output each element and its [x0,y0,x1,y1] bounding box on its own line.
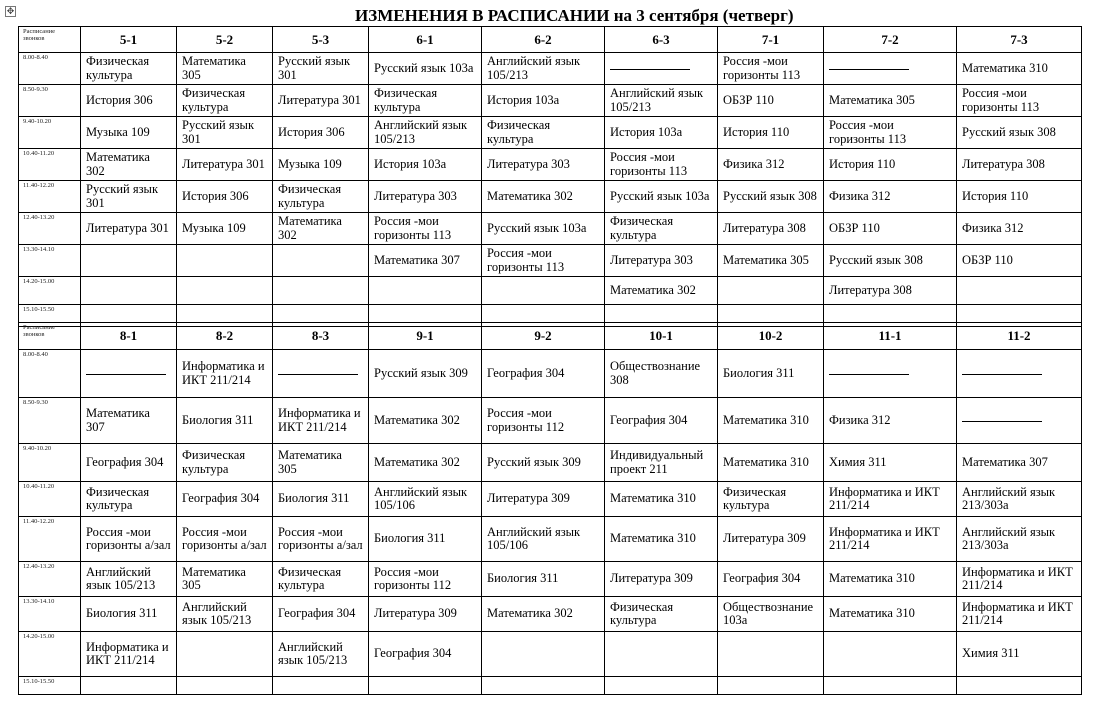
lesson-cell: История 110 [824,149,957,181]
lesson-cell: География 304 [605,398,718,444]
lesson-cell: ОБЗР 110 [824,213,957,245]
lesson-cell: Английский язык 105/213 [273,632,369,677]
class-header: 8-3 [273,323,369,350]
table-row [19,117,1082,149]
lesson-cell: География 304 [177,482,273,517]
lesson-cell [81,677,177,695]
lesson-time: 12.40-13.20 [19,213,81,245]
table-row [19,517,1082,562]
lesson-cell [273,245,369,277]
table-row [19,245,1082,277]
lesson-cell: Информатика и ИКТ 211/214 [824,517,957,562]
table-row [19,277,1082,305]
lesson-cell [369,677,482,695]
lesson-cell [824,632,957,677]
lesson-cell [957,277,1082,305]
lesson-cell: Английский язык 105/213 [369,117,482,149]
lesson-cell: Математика 310 [605,517,718,562]
lesson-cell: Русский язык 308 [824,245,957,277]
lesson-cell: Музыка 109 [81,117,177,149]
lesson-cell [824,677,957,695]
lesson-time: 9.40-10.20 [19,444,81,482]
lesson-cell: Литература 301 [177,149,273,181]
class-header: 5-2 [177,27,273,53]
lesson-cell: Физика 312 [718,149,824,181]
table-move-handle-icon[interactable]: ✥ [6,7,15,17]
lesson-cell [482,277,605,305]
lesson-cell: История 306 [81,85,177,117]
lesson-cell: Физическая культура [273,181,369,213]
lesson-cell: Информатика и ИКТ 211/214 [177,350,273,398]
table-row [19,149,1082,181]
lesson-cell: География 304 [273,597,369,632]
lesson-cell: Россия -мои горизонты 112 [482,398,605,444]
class-header: 8-1 [81,323,177,350]
lesson-cell: Английский язык 105/213 [81,562,177,597]
lesson-cell: История 110 [957,181,1082,213]
lesson-cell: География 304 [369,632,482,677]
lesson-cell: История 306 [273,117,369,149]
lesson-time: 10.40-11.20 [19,482,81,517]
lesson-cell: Математика 305 [177,562,273,597]
lesson-cell: Литература 301 [81,213,177,245]
lesson-cell [81,245,177,277]
lesson-cell: Физика 312 [824,181,957,213]
lesson-cell: География 304 [482,350,605,398]
lesson-cell: Английский язык 105/213 [482,53,605,85]
lesson-cell: Биология 311 [369,517,482,562]
lesson-cell: Математика 305 [718,245,824,277]
lesson-cell: Математика 310 [824,562,957,597]
lesson-cell: Физическая культура [605,213,718,245]
lesson-cell: Музыка 109 [177,213,273,245]
lesson-cell: Английский язык 213/303а [957,482,1082,517]
schedule-table-upper [18,26,1082,327]
class-header: 11-2 [957,323,1082,350]
lesson-cell: Литература 301 [273,85,369,117]
lesson-cell: ОБЗР 110 [718,85,824,117]
lesson-cell: Математика 302 [273,213,369,245]
class-header: 6-3 [605,27,718,53]
lesson-cell: Математика 307 [81,398,177,444]
lesson-cell: Русский язык 103а [369,53,482,85]
lesson-cell: Литература 303 [605,245,718,277]
cancelled-lesson-line [273,350,369,398]
lesson-cell [81,277,177,305]
lesson-cell [177,245,273,277]
lesson-cell: Физическая культура [273,562,369,597]
lesson-cell: Математика 307 [369,245,482,277]
lesson-cell: Русский язык 301 [273,53,369,85]
lesson-cell: История 306 [177,181,273,213]
lesson-cell: Математика 302 [482,181,605,213]
lesson-cell: География 304 [81,444,177,482]
lesson-time: 11.40-12.20 [19,181,81,213]
lesson-cell: Литература 309 [718,517,824,562]
lesson-time: 10.40-11.20 [19,149,81,181]
lesson-cell: Биология 311 [718,350,824,398]
lesson-cell [718,677,824,695]
table-row [19,350,1082,398]
bell-schedule-header: Расписание звонков [19,323,81,350]
lesson-time: 8.00-8.40 [19,53,81,85]
lesson-time: 13.30-14.10 [19,245,81,277]
lesson-cell: Литература 309 [482,482,605,517]
table-row [19,85,1082,117]
lesson-cell: История 110 [718,117,824,149]
lesson-cell: Информатика и ИКТ 211/214 [273,398,369,444]
lesson-cell: Математика 305 [824,85,957,117]
lesson-cell [273,277,369,305]
class-header: 5-1 [81,27,177,53]
lesson-cell: Математика 302 [605,277,718,305]
lesson-cell: Математика 305 [273,444,369,482]
lesson-time: 8.50-9.30 [19,398,81,444]
lesson-cell: Физическая культура [177,85,273,117]
lesson-cell: Информатика и ИКТ 211/214 [957,562,1082,597]
cancelled-lesson-line [957,350,1082,398]
lesson-cell: Россия -мои горизонты 113 [369,213,482,245]
lesson-cell [177,677,273,695]
lesson-cell: Математика 310 [824,597,957,632]
lesson-cell: Английский язык 105/213 [177,597,273,632]
lesson-cell: Литература 308 [957,149,1082,181]
class-header: 6-1 [369,27,482,53]
lesson-cell [369,277,482,305]
class-header: 5-3 [273,27,369,53]
lesson-cell: История 103а [605,117,718,149]
lesson-cell: Математика 310 [605,482,718,517]
lesson-cell: Россия -мои горизонты 113 [824,117,957,149]
class-header: 11-1 [824,323,957,350]
lesson-cell: Физическая культура [81,53,177,85]
lesson-cell: Русский язык 103а [482,213,605,245]
lesson-cell: Россия -мои горизонты 113 [718,53,824,85]
lesson-cell: Биология 311 [482,562,605,597]
lesson-cell: Россия -мои горизонты 112 [369,562,482,597]
lesson-cell [605,632,718,677]
lesson-cell: Русский язык 309 [482,444,605,482]
lesson-cell: История 103а [369,149,482,181]
lesson-cell: Русский язык 308 [957,117,1082,149]
schedule-table-lower [18,322,1082,695]
lesson-time: 15.10-15.50 [19,677,81,695]
table-row [19,677,1082,695]
lesson-cell: Литература 308 [718,213,824,245]
lesson-time: 13.30-14.10 [19,597,81,632]
lesson-cell: Физика 312 [957,213,1082,245]
lesson-cell: Россия -мои горизонты 113 [605,149,718,181]
table-row [19,562,1082,597]
lesson-cell: Химия 311 [824,444,957,482]
lesson-cell: Россия -мои горизонты 113 [957,85,1082,117]
table-row [19,444,1082,482]
class-header: 9-1 [369,323,482,350]
table-row [19,213,1082,245]
class-header: 8-2 [177,323,273,350]
class-header: 10-2 [718,323,824,350]
table-row [19,53,1082,85]
lesson-cell: Литература 308 [824,277,957,305]
lesson-cell: Математика 302 [369,444,482,482]
lesson-cell: Русский язык 309 [369,350,482,398]
lesson-time: 9.40-10.20 [19,117,81,149]
lesson-cell: ОБЗР 110 [957,245,1082,277]
class-header: 7-1 [718,27,824,53]
table-row [19,181,1082,213]
lesson-cell: Физическая культура [81,482,177,517]
lesson-cell: Русский язык 301 [81,181,177,213]
table-row [19,398,1082,444]
lesson-cell: Математика 310 [718,444,824,482]
table-row [19,597,1082,632]
lesson-cell: Литература 303 [369,181,482,213]
cancelled-lesson-line [957,398,1082,444]
lesson-time: 14.20-15.00 [19,632,81,677]
lesson-cell: Информатика и ИКТ 211/214 [81,632,177,677]
lesson-cell: Обществознание 308 [605,350,718,398]
lesson-time: 8.00-8.40 [19,350,81,398]
lesson-time: 12.40-13.20 [19,562,81,597]
lesson-cell: Русский язык 308 [718,181,824,213]
lesson-cell [177,632,273,677]
lesson-cell: Математика 302 [81,149,177,181]
lesson-cell: Физика 312 [824,398,957,444]
class-header: 7-3 [957,27,1082,53]
lesson-time: 8.50-9.30 [19,85,81,117]
class-header: 7-2 [824,27,957,53]
lesson-time: 14.20-15.00 [19,277,81,305]
class-header: 10-1 [605,323,718,350]
lesson-cell: Русский язык 301 [177,117,273,149]
lesson-cell: Физическая культура [369,85,482,117]
lesson-cell: Химия 311 [957,632,1082,677]
cancelled-lesson-line [81,350,177,398]
lesson-cell: Информатика и ИКТ 211/214 [824,482,957,517]
lesson-cell [957,677,1082,695]
cancelled-lesson-line [605,53,718,85]
lesson-cell: Математика 302 [369,398,482,444]
bell-schedule-header: Расписание звонков [19,27,81,53]
lesson-cell: Россия -мои горизонты а/зал [177,517,273,562]
lesson-cell: Английский язык 105/213 [605,85,718,117]
lesson-cell: География 304 [718,562,824,597]
lesson-cell [482,632,605,677]
cancelled-lesson-line [824,53,957,85]
lesson-cell: История 103а [482,85,605,117]
lesson-cell: Биология 311 [81,597,177,632]
lesson-time: 11.40-12.20 [19,517,81,562]
lesson-cell: Математика 305 [177,53,273,85]
lesson-cell: Россия -мои горизонты а/зал [273,517,369,562]
lesson-cell [482,677,605,695]
lesson-cell: Математика 310 [718,398,824,444]
lesson-cell: Россия -мои горизонты а/зал [81,517,177,562]
lesson-cell: Литература 309 [605,562,718,597]
lesson-cell: Математика 302 [482,597,605,632]
lesson-cell: Музыка 109 [273,149,369,181]
table-row [19,482,1082,517]
lesson-cell: Россия -мои горизонты 113 [482,245,605,277]
lesson-cell [273,677,369,695]
lesson-cell: Индивидуальный проект 211 [605,444,718,482]
lesson-cell [177,277,273,305]
lesson-cell: Физическая культура [718,482,824,517]
table-row [19,632,1082,677]
lesson-time: 15.10-15.50 [19,305,81,327]
lesson-cell [605,677,718,695]
lesson-cell: Физическая культура [605,597,718,632]
lesson-cell: Информатика и ИКТ 211/214 [957,597,1082,632]
lesson-cell: Физическая культура [482,117,605,149]
lesson-cell: Математика 310 [957,53,1082,85]
lesson-cell: Биология 311 [273,482,369,517]
lesson-cell: Русский язык 103а [605,181,718,213]
lesson-cell: Физическая культура [177,444,273,482]
class-header: 9-2 [482,323,605,350]
class-header: 6-2 [482,27,605,53]
lesson-cell [718,277,824,305]
lesson-cell: Биология 311 [177,398,273,444]
lesson-cell: Английский язык 105/106 [482,517,605,562]
lesson-cell: Литература 309 [369,597,482,632]
lesson-cell: Обществознание 103а [718,597,824,632]
lesson-cell: Английский язык 105/106 [369,482,482,517]
page-title: ИЗМЕНЕНИЯ В РАСПИСАНИИ на 3 сентября (четверг) [355,6,794,25]
lesson-cell: Английский язык 213/303а [957,517,1082,562]
lesson-cell [718,632,824,677]
lesson-cell: Литература 303 [482,149,605,181]
cancelled-lesson-line [824,350,957,398]
lesson-cell: Математика 307 [957,444,1082,482]
